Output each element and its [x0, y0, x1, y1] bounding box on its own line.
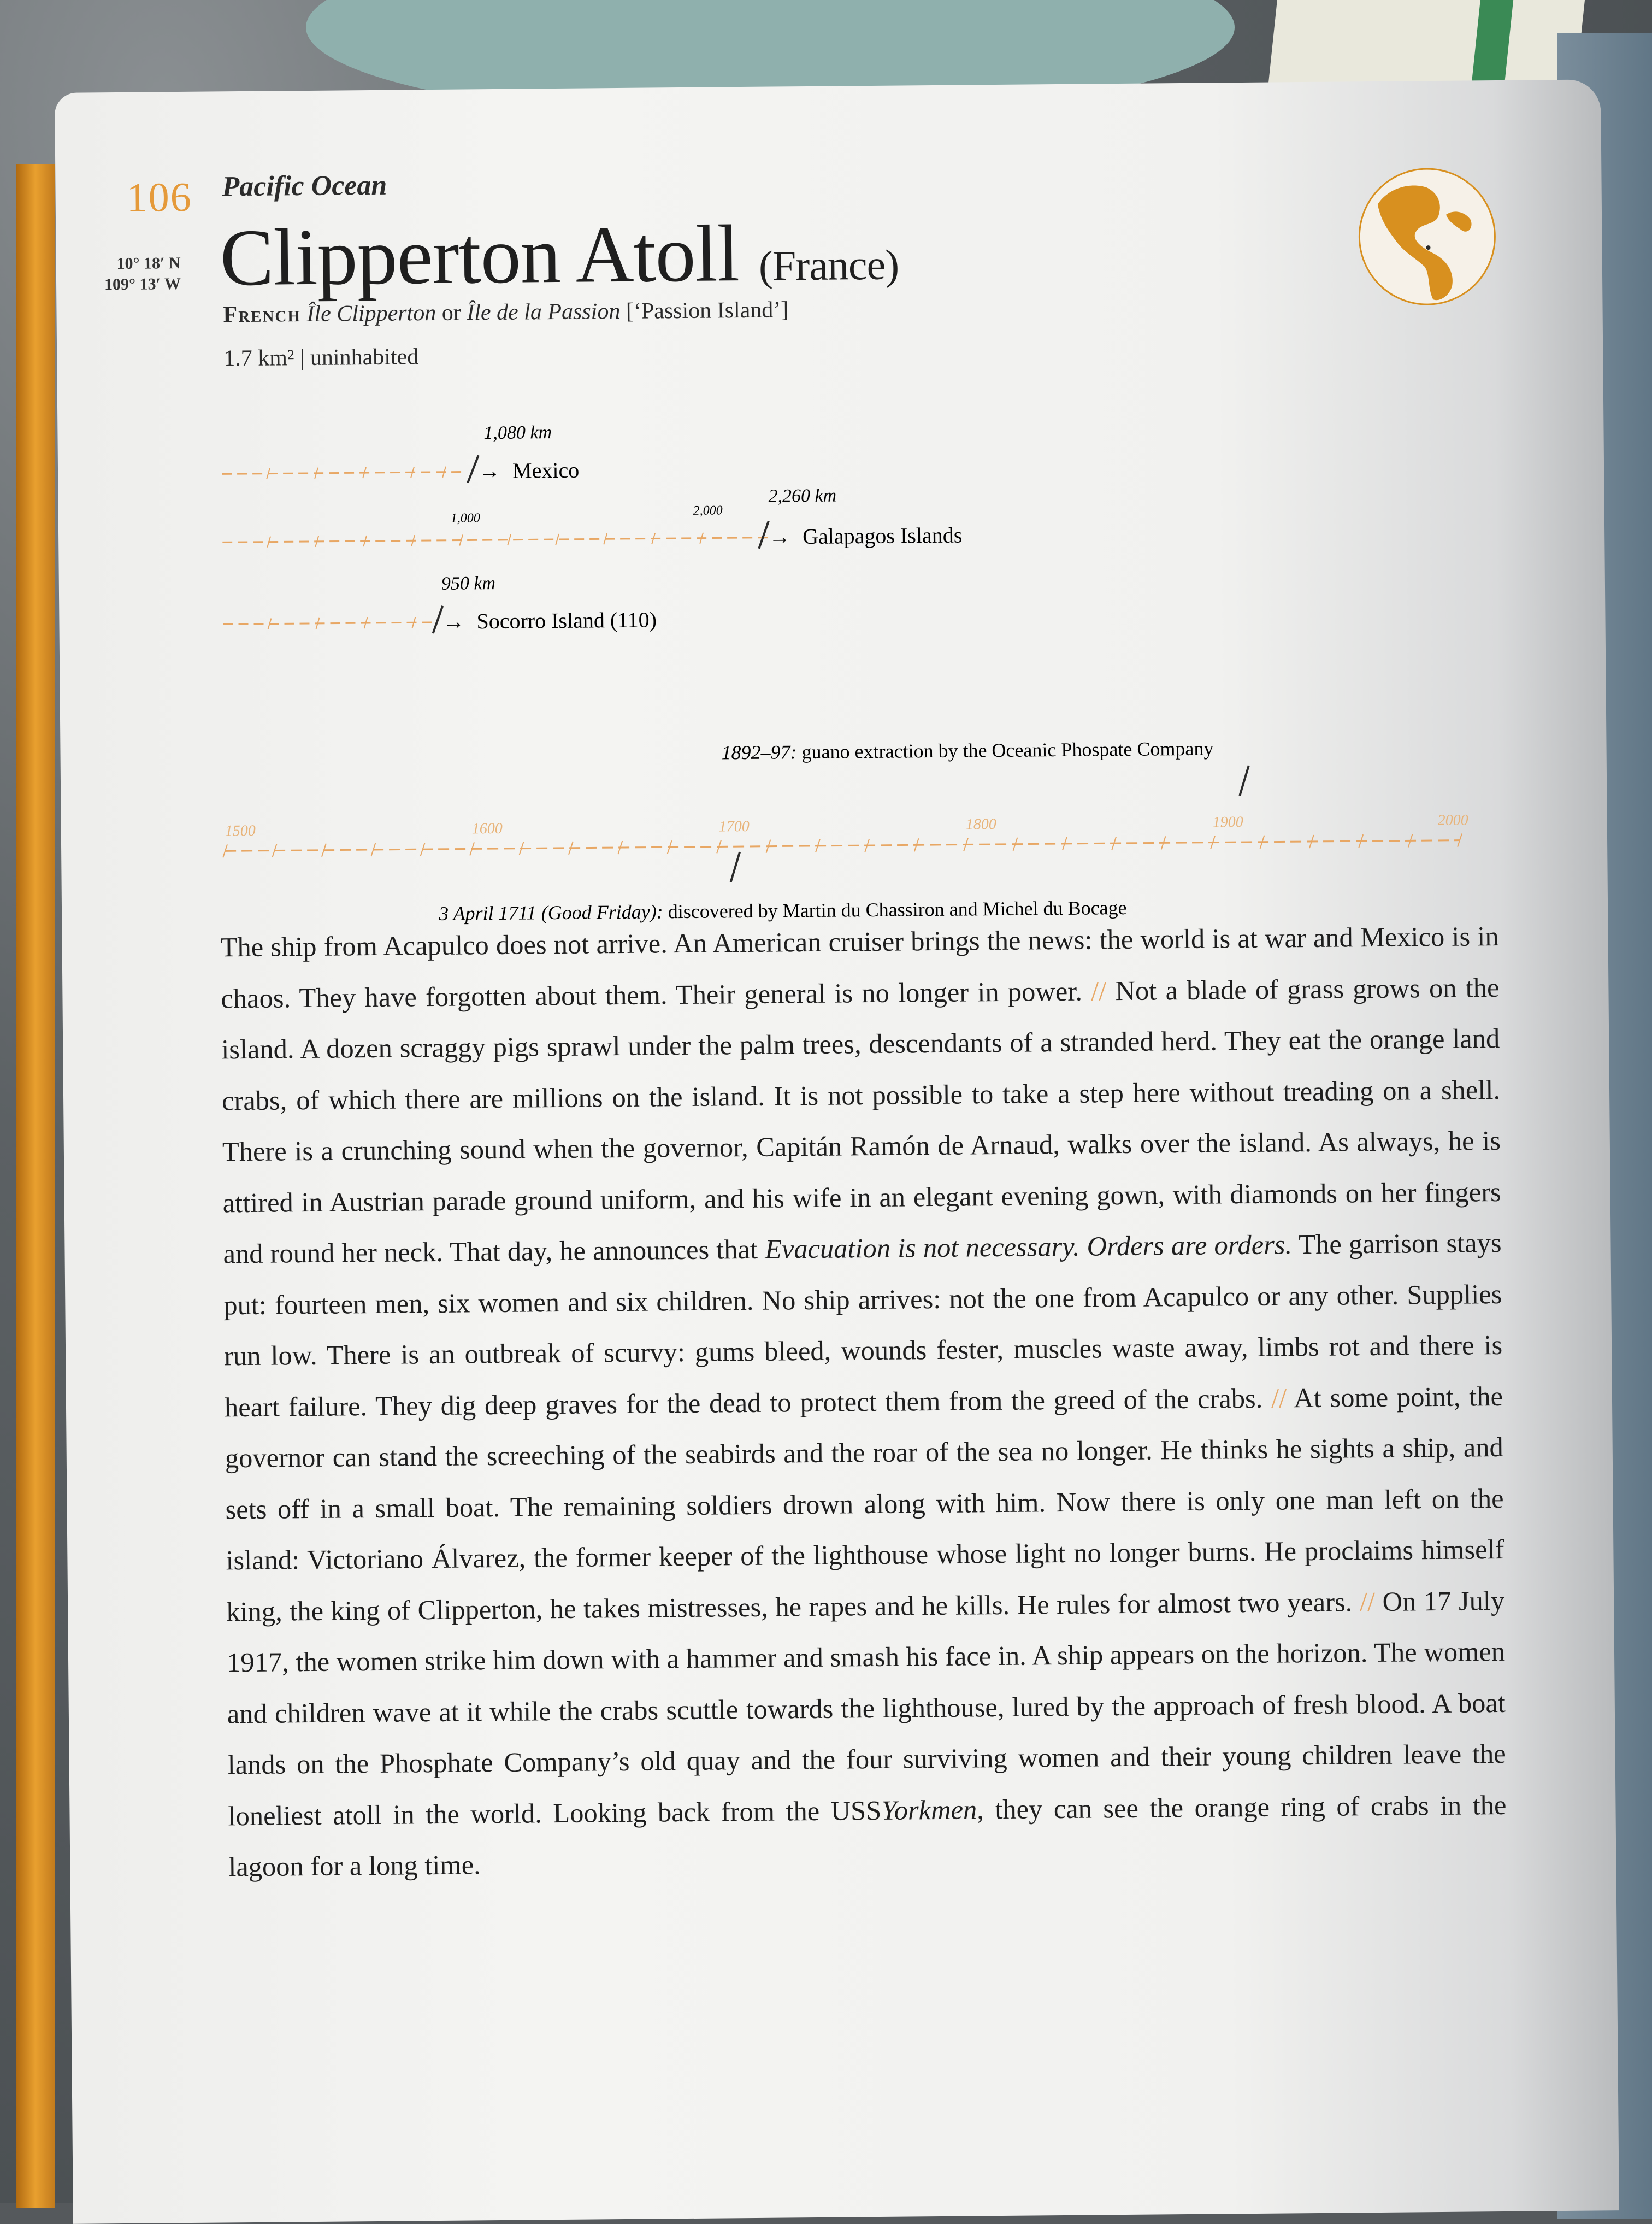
distance-socorro-km: 950 km	[441, 573, 496, 594]
timeline-label-1700: 1700	[718, 817, 750, 836]
distance-galapagos-dest: Galapagos Islands	[802, 522, 963, 549]
distance-mexico-km: 1,080 km	[483, 422, 552, 444]
timeline-upper-marker	[1240, 766, 1249, 796]
stats-separator: |	[299, 345, 305, 371]
ship-name: Yorkmen	[881, 1793, 977, 1826]
galapagos-tick-2000: 2,000	[693, 503, 723, 518]
upper-event-date: 1892–97:	[721, 741, 797, 764]
sovereign-state: (France)	[758, 240, 899, 290]
coordinates	[104, 253, 181, 295]
globe-icon	[1355, 165, 1498, 308]
page-number: 106	[126, 174, 193, 221]
timeline-upper-event	[721, 738, 1213, 764]
upper-event-text: guano extraction by the Oceanic Phospate Company	[801, 737, 1214, 763]
body-quote: Evacuation is not necessary. Orders are orders.	[764, 1229, 1293, 1264]
timeline-label-1900: 1900	[1212, 814, 1243, 831]
distance-socorro-arrow: →	[442, 609, 465, 634]
timeline-axis	[223, 811, 1468, 857]
body-text	[220, 911, 1507, 1893]
lower-event-date: 3 April 1711 (Good Friday):	[438, 901, 663, 925]
distance-galapagos	[222, 485, 962, 554]
timeline-label-1600: 1600	[471, 820, 503, 838]
section-separator: //	[1359, 1586, 1376, 1617]
body-paragraph-4: On 17 July 1917, the women strike him down with a hammer and smash his face in. A ship appears on the horizon. The women and children wave at it while the crabs scuttle towards the lighthouse, lured by the approach of fresh blood. A boat lands on the Phosphate Company’s old quay and the four surviving women and their young children leave the loneliest atoll in the world. Looking back from the USS	[226, 1585, 1506, 1831]
timeline	[219, 675, 1532, 949]
region-label: Pacific Ocean	[222, 169, 387, 203]
timeline-label-1800: 1800	[965, 816, 996, 833]
island-stats	[223, 344, 418, 372]
names-language: French	[223, 302, 302, 328]
book-page	[55, 79, 1619, 2224]
distance-diagram	[221, 390, 1098, 725]
alt-name-2: Île de la Passion	[467, 298, 621, 326]
body-paragraph-4-end: , they can see the orange ring of crabs in the lagoon for a long time.	[228, 1789, 1507, 1882]
timeline-label-2000: 2000	[1437, 811, 1468, 829]
alt-name-translation: [‘Passion Island’]	[626, 297, 789, 324]
timeline-axis-line	[225, 840, 1460, 851]
page-title	[220, 206, 899, 305]
alt-name-or: or	[441, 300, 461, 326]
population: uninhabited	[310, 344, 419, 370]
area: 1.7 km²	[223, 345, 294, 372]
body-paragraph-2-end: The garrison stays put: fourteen men, six women and six children. No ship arrives: not the one from Acapulco or any other. Supplies run low. There is an outbreak of scurvy: gums bleed, wounds fester, muscles waste away, limbs rot and there is heart failure. They dig deep graves for the dead to protect them from the greed of the crabs.	[223, 1227, 1503, 1422]
distance-mexico	[221, 422, 579, 486]
alternate-names	[223, 297, 788, 328]
body-paragraph-2: Not a blade of grass grows on the island. A dozen scraggy pigs sprawl under the palm trees, descendants of a stranded herd. They eat the orange land crabs, of which there are millions on the island. It is not possible to take a step here without treading on a shell. There is a crunching sound when the governor, Capitán Ramón de Arnaud, walks over the island. As always, he is attired in Austrian parade ground uniform, and his wife in an elegant evening gown, with diamonds on her fingers and round her neck. That day, he announces that	[221, 972, 1501, 1269]
latitude: 10° 18′ N	[116, 254, 181, 273]
section-separator: //	[1090, 975, 1107, 1007]
island-name: Clipperton Atoll	[219, 209, 740, 303]
timeline-label-1500: 1500	[225, 822, 256, 840]
section-separator: //	[1271, 1382, 1287, 1414]
distance-mexico-arrow: →	[478, 458, 501, 484]
distance-mexico-dest: Mexico	[512, 457, 580, 483]
distance-socorro-dest: Socorro Island (110)	[476, 607, 657, 634]
book-cover-edge	[16, 164, 55, 2208]
timeline-lower-marker	[730, 852, 740, 882]
distance-galapagos-arrow: →	[768, 524, 791, 549]
body-paragraph-1: The ship from Acapulco does not arrive. An American cruiser brings the news: the world is at war and Mexico is in chaos. They have forgotten about them. Their general is no longer in power.	[220, 920, 1499, 1014]
distance-galapagos-km: 2,260 km	[768, 485, 837, 507]
longitude: 109° 13′ W	[104, 274, 181, 294]
body-paragraph-3: At some point, the governor can stand the screeching of the seabirds and the roar of the sea no longer. He thinks he sights a ship, and sets off in a small boat. The remaining soldiers drown along with him. Now there is only one man left on the island: Victoriano Álvarez, the former keeper of the lighthouse whose light no longer burns. He proclaims himself king, the king of Clipperton, he takes mistresses, he rapes and he kills. He rules for almost two years.	[225, 1380, 1504, 1627]
lower-event-text: discovered by Martin du Chassiron and Michel du Bocage	[668, 896, 1127, 923]
galapagos-tick-1000: 1,000	[450, 511, 480, 526]
alt-name-1: Île Clipperton	[306, 300, 436, 327]
distance-socorro	[223, 572, 657, 636]
